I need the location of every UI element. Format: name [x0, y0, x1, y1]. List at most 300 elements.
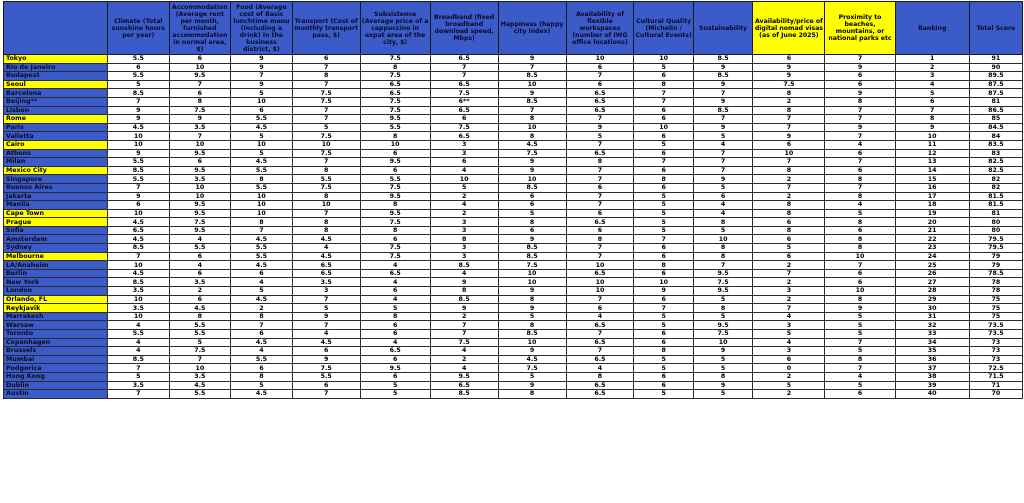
cultural-quality-cell: 5	[634, 218, 693, 227]
ranking-cell: 3	[895, 72, 969, 81]
accommodation-cell: 2	[169, 287, 231, 296]
climate-cell: 10	[108, 209, 170, 218]
cultural-quality-cell: 6	[634, 183, 693, 192]
broadband-cell: 3	[430, 149, 498, 158]
sustainability-cell: 9	[693, 97, 752, 106]
nomad-visa-cell: 10	[753, 149, 825, 158]
total-score-cell: 75	[969, 312, 1022, 321]
cultural-quality-cell: 8	[634, 347, 693, 356]
total-score-cell: 79.5	[969, 235, 1022, 244]
food-cell: 6	[231, 364, 293, 373]
food-cell: 6	[231, 269, 293, 278]
happiness-cell: 8	[498, 295, 566, 304]
subsistence-cell: 6	[360, 287, 430, 296]
proximity-cell: 6	[825, 390, 895, 399]
sustainability-cell: 5	[693, 364, 752, 373]
city-name-cell: London	[4, 287, 108, 296]
table-row	[4, 226, 1023, 235]
table-row	[4, 209, 1023, 218]
nomad-visa-header: Availability/price of digital nomad visas (as of June 2025)	[753, 2, 825, 55]
climate-cell: 3.5	[108, 304, 170, 313]
accommodation-cell: 9.5	[169, 72, 231, 81]
food-cell: 9	[231, 55, 293, 64]
cultural-quality-cell: 8	[634, 175, 693, 184]
broadband-cell: 8.5	[430, 261, 498, 270]
total-score-cell: 86.5	[969, 106, 1022, 115]
workspaces-cell: 7	[566, 330, 634, 339]
nomad-visa-cell: 8	[753, 201, 825, 210]
sustainability-cell: 5	[693, 390, 752, 399]
climate-cell: 7	[108, 183, 170, 192]
subsistence-header: Subsistence (Average price of a cappuccino in expat area of the city, $)	[360, 2, 430, 55]
transport-cell: 5	[292, 304, 360, 313]
total-score-cell: 80	[969, 218, 1022, 227]
happiness-cell: 7	[498, 63, 566, 72]
city-name-cell: New York	[4, 278, 108, 287]
sustainability-cell: 8	[693, 252, 752, 261]
proximity-cell: 10	[825, 252, 895, 261]
table-row	[4, 372, 1023, 381]
ranking-cell: 2	[895, 63, 969, 72]
transport-cell: 4.5	[292, 235, 360, 244]
workspaces-cell: 4	[566, 364, 634, 373]
cultural-quality-cell: 6	[634, 372, 693, 381]
nomad-visa-cell: 5	[753, 244, 825, 253]
city-name-cell: Orlando, FL	[4, 295, 108, 304]
total-score-cell: 83	[969, 149, 1022, 158]
food-cell: 2	[231, 304, 293, 313]
happiness-cell: 8	[498, 321, 566, 330]
nomad-visa-cell: 7	[753, 304, 825, 313]
cultural-quality-cell: 5	[634, 355, 693, 364]
broadband-cell: 3	[430, 218, 498, 227]
climate-cell: 5.5	[108, 158, 170, 167]
happiness-cell: 7.5	[498, 149, 566, 158]
subsistence-cell: 5	[360, 304, 430, 313]
accommodation-cell: 9.5	[169, 166, 231, 175]
food-cell: 5.5	[231, 115, 293, 124]
broadband-cell: 7	[430, 330, 498, 339]
happiness-cell: 5	[498, 312, 566, 321]
climate-cell: 10	[108, 312, 170, 321]
table-row	[4, 252, 1023, 261]
broadband-cell: 4	[430, 166, 498, 175]
proximity-cell: 7	[825, 183, 895, 192]
climate-cell: 5.5	[108, 330, 170, 339]
subsistence-cell: 8	[360, 63, 430, 72]
happiness-cell: 8	[498, 390, 566, 399]
nomad-visa-cell: 2	[753, 372, 825, 381]
city-name-cell: Mumbai	[4, 355, 108, 364]
sustainability-cell: 9	[693, 381, 752, 390]
sustainability-cell: 7	[693, 261, 752, 270]
climate-cell: 8.5	[108, 89, 170, 98]
happiness-cell: 8.5	[498, 97, 566, 106]
table-row	[4, 55, 1023, 64]
city-ranking-table	[3, 1, 1023, 399]
subsistence-cell: 8	[360, 312, 430, 321]
total-score-cell: 71	[969, 381, 1022, 390]
climate-cell: 10	[108, 132, 170, 141]
city-name-cell: Rome	[4, 115, 108, 124]
ranking-cell: 4	[895, 80, 969, 89]
cultural-quality-cell: 8	[634, 261, 693, 270]
food-cell: 5	[231, 89, 293, 98]
nomad-visa-cell: 2	[753, 261, 825, 270]
nomad-visa-cell: 8	[753, 106, 825, 115]
transport-cell: 7	[292, 209, 360, 218]
proximity-cell: 8	[825, 218, 895, 227]
table-row	[4, 63, 1023, 72]
accommodation-cell: 3.5	[169, 123, 231, 132]
accommodation-cell: 3.5	[169, 175, 231, 184]
subsistence-cell: 5.5	[360, 175, 430, 184]
ranking-cell: 30	[895, 304, 969, 313]
accommodation-cell: 8	[169, 97, 231, 106]
workspaces-cell: 7	[566, 175, 634, 184]
subsistence-cell: 6	[360, 149, 430, 158]
transport-cell: 4.5	[292, 338, 360, 347]
subsistence-cell: 6.5	[360, 269, 430, 278]
ranking-cell: 5	[895, 89, 969, 98]
proximity-cell: 8	[825, 192, 895, 201]
accommodation-cell: 9.5	[169, 209, 231, 218]
city-name-cell: Singapore	[4, 175, 108, 184]
happiness-cell: 9	[498, 89, 566, 98]
workspaces-cell: 6.5	[566, 97, 634, 106]
transport-cell: 9	[292, 355, 360, 364]
workspaces-cell: 10	[566, 55, 634, 64]
workspaces-cell: 9	[566, 123, 634, 132]
subsistence-cell: 8	[360, 132, 430, 141]
food-cell: 4.5	[231, 123, 293, 132]
nomad-visa-cell: 6	[753, 235, 825, 244]
food-cell: 4.5	[231, 295, 293, 304]
climate-cell: 9	[108, 106, 170, 115]
climate-cell: 5.5	[108, 55, 170, 64]
nomad-visa-cell: 7	[753, 183, 825, 192]
workspaces-cell: 6.5	[566, 355, 634, 364]
transport-cell: 6.5	[292, 269, 360, 278]
subsistence-cell: 7.5	[360, 244, 430, 253]
total-score-cell: 87.5	[969, 89, 1022, 98]
climate-cell: 6.5	[108, 226, 170, 235]
transport-cell: 7	[292, 295, 360, 304]
climate-cell: 6	[108, 201, 170, 210]
ranking-cell: 8	[895, 115, 969, 124]
cultural-quality-cell: 5	[634, 312, 693, 321]
table-row	[4, 80, 1023, 89]
broadband-cell: 4	[430, 364, 498, 373]
food-cell: 7	[231, 72, 293, 81]
transport-cell: 7	[292, 158, 360, 167]
table-row	[4, 269, 1023, 278]
nomad-visa-cell: 6	[753, 218, 825, 227]
total-score-cell: 87.5	[969, 80, 1022, 89]
city-name-cell: Austin	[4, 390, 108, 399]
city-name-cell: Copenhagen	[4, 338, 108, 347]
cultural-quality-cell: 5	[634, 390, 693, 399]
total-score-cell: 82.5	[969, 158, 1022, 167]
cultural-quality-cell: 6	[634, 244, 693, 253]
city-name-cell: Mexico City	[4, 166, 108, 175]
ranking-cell: 37	[895, 364, 969, 373]
proximity-cell: 7	[825, 338, 895, 347]
city-name-cell: Seoul	[4, 80, 108, 89]
broadband-cell: 7.5	[430, 89, 498, 98]
accommodation-cell: 10	[169, 192, 231, 201]
cultural-quality-cell: 6	[634, 166, 693, 175]
subsistence-cell: 6	[360, 166, 430, 175]
broadband-header: Broadband (fixed broadband download speed, Mbps)	[430, 2, 498, 55]
table-row	[4, 278, 1023, 287]
transport-cell: 7	[292, 106, 360, 115]
workspaces-cell: 7	[566, 252, 634, 261]
transport-cell: 6	[292, 55, 360, 64]
city-name-cell: Podgorica	[4, 364, 108, 373]
subsistence-cell: 10	[360, 140, 430, 149]
transport-header: Transport (Cost of monthly transport pass, $)	[292, 2, 360, 55]
food-cell: 5.5	[231, 244, 293, 253]
food-cell: 8	[231, 218, 293, 227]
proximity-cell: 5	[825, 381, 895, 390]
workspaces-cell: 5	[566, 132, 634, 141]
accommodation-cell: 7	[169, 80, 231, 89]
cultural-quality-cell: 6	[634, 269, 693, 278]
subsistence-cell: 7.5	[360, 183, 430, 192]
proximity-cell: 8	[825, 175, 895, 184]
climate-cell: 10	[108, 295, 170, 304]
food-cell: 8	[231, 372, 293, 381]
cultural-quality-cell: 6	[634, 149, 693, 158]
cultural-quality-cell: 5	[634, 226, 693, 235]
total-score-cell: 71.5	[969, 372, 1022, 381]
city-header	[4, 2, 108, 55]
workspaces-cell: 8	[566, 235, 634, 244]
climate-cell: 4.5	[108, 235, 170, 244]
ranking-cell: 35	[895, 347, 969, 356]
table-row	[4, 123, 1023, 132]
transport-cell: 5.5	[292, 372, 360, 381]
city-name-cell: Budapest	[4, 72, 108, 81]
subsistence-cell: 8	[360, 226, 430, 235]
cultural-quality-cell: 6	[634, 381, 693, 390]
proximity-cell: 7	[825, 55, 895, 64]
accommodation-cell: 6	[169, 89, 231, 98]
transport-cell: 8	[292, 226, 360, 235]
cultural-quality-cell: 6	[634, 115, 693, 124]
cultural-quality-cell: 5	[634, 63, 693, 72]
transport-cell: 3.5	[292, 278, 360, 287]
workspaces-header: Availability of flexible workspaces (number of IWG office locations)	[566, 2, 634, 55]
food-cell: 5.5	[231, 183, 293, 192]
accommodation-cell: 5.5	[169, 321, 231, 330]
food-cell: 10	[231, 209, 293, 218]
workspaces-cell: 6.5	[566, 269, 634, 278]
workspaces-cell: 6.5	[566, 390, 634, 399]
total-score-cell: 72.5	[969, 364, 1022, 373]
happiness-cell: 8.5	[498, 252, 566, 261]
nomad-visa-cell: 8	[753, 89, 825, 98]
table-row	[4, 338, 1023, 347]
broadband-cell: 7	[430, 321, 498, 330]
proximity-cell: 6	[825, 166, 895, 175]
transport-cell: 8	[292, 166, 360, 175]
city-name-cell: Sofia	[4, 226, 108, 235]
table-row	[4, 106, 1023, 115]
food-cell: 4	[231, 347, 293, 356]
accommodation-cell: 7	[169, 355, 231, 364]
transport-cell: 4.5	[292, 252, 360, 261]
transport-cell: 7	[292, 115, 360, 124]
proximity-cell: 7	[825, 158, 895, 167]
cultural-quality-cell: 9	[634, 287, 693, 296]
ranking-cell: 19	[895, 209, 969, 218]
happiness-cell: 8.5	[498, 72, 566, 81]
cultural-quality-cell: 6	[634, 330, 693, 339]
workspaces-cell: 6.5	[566, 106, 634, 115]
workspaces-cell: 7	[566, 140, 634, 149]
sustainability-cell: 8.5	[693, 55, 752, 64]
broadband-cell: 10	[430, 175, 498, 184]
city-name-cell: Manila	[4, 201, 108, 210]
table-row	[4, 97, 1023, 106]
proximity-cell: 6	[825, 72, 895, 81]
total-score-cell: 82.5	[969, 166, 1022, 175]
food-cell: 4	[231, 278, 293, 287]
accommodation-cell: 3.5	[169, 372, 231, 381]
accommodation-cell: 5.5	[169, 330, 231, 339]
total-score-cell: 79	[969, 261, 1022, 270]
nomad-visa-cell: 4	[753, 312, 825, 321]
broadband-cell: 6	[430, 115, 498, 124]
workspaces-cell: 4	[566, 312, 634, 321]
sustainability-cell: 9	[693, 175, 752, 184]
food-cell: 4.5	[231, 158, 293, 167]
total-score-cell: 75	[969, 304, 1022, 313]
city-name-cell: Jakarta	[4, 192, 108, 201]
climate-header: Climate (Total sunshine hours per year)	[108, 2, 170, 55]
workspaces-cell: 6.5	[566, 89, 634, 98]
ranking-cell: 17	[895, 192, 969, 201]
transport-cell: 7	[292, 390, 360, 399]
ranking-cell: 29	[895, 295, 969, 304]
happiness-cell: 7	[498, 106, 566, 115]
proximity-cell: 4	[825, 140, 895, 149]
accommodation-cell: 6	[169, 55, 231, 64]
accommodation-cell: 7	[169, 132, 231, 141]
proximity-cell: 5	[825, 312, 895, 321]
proximity-cell: 9	[825, 63, 895, 72]
total-score-cell: 78	[969, 287, 1022, 296]
table-row	[4, 304, 1023, 313]
subsistence-cell: 6	[360, 355, 430, 364]
broadband-cell: 5	[430, 183, 498, 192]
city-name-cell: Cape Town	[4, 209, 108, 218]
city-name-cell: Tokyo	[4, 55, 108, 64]
food-cell: 10	[231, 192, 293, 201]
proximity-cell: 7	[825, 132, 895, 141]
table-row	[4, 201, 1023, 210]
accommodation-cell: 5.5	[169, 390, 231, 399]
ranking-cell: 1	[895, 55, 969, 64]
climate-cell: 6	[108, 63, 170, 72]
cultural-quality-cell: 10	[634, 278, 693, 287]
sustainability-cell: 9.5	[693, 287, 752, 296]
workspaces-cell: 10	[566, 287, 634, 296]
happiness-cell: 7.5	[498, 364, 566, 373]
happiness-cell: 7.5	[498, 261, 566, 270]
broadband-cell: 8.5	[430, 390, 498, 399]
accommodation-cell: 9.5	[169, 149, 231, 158]
food-cell: 4.5	[231, 261, 293, 270]
food-cell: 9	[231, 63, 293, 72]
nomad-visa-cell: 7	[753, 269, 825, 278]
cultural-quality-cell: 5	[634, 140, 693, 149]
happiness-cell: 8	[498, 218, 566, 227]
nomad-visa-cell: 6	[753, 140, 825, 149]
climate-cell: 10	[108, 140, 170, 149]
sustainability-cell: 9	[693, 123, 752, 132]
broadband-cell: 7	[430, 72, 498, 81]
nomad-visa-cell: 6	[753, 355, 825, 364]
accommodation-cell: 4.5	[169, 304, 231, 313]
nomad-visa-cell: 6	[753, 252, 825, 261]
ranking-cell: 13	[895, 158, 969, 167]
sustainability-cell: 5	[693, 132, 752, 141]
food-header: Food (Average cost of Basic lunchtime menu (including a drink) in the business district, $)	[231, 2, 293, 55]
food-cell: 10	[231, 201, 293, 210]
accommodation-cell: 4	[169, 235, 231, 244]
food-cell: 8	[231, 175, 293, 184]
table-row	[4, 183, 1023, 192]
nomad-visa-cell: 9	[753, 132, 825, 141]
happiness-cell: 4.5	[498, 355, 566, 364]
broadband-cell: 9	[430, 304, 498, 313]
city-name-cell: Beijing**	[4, 97, 108, 106]
sustainability-cell: 5	[693, 355, 752, 364]
sustainability-cell: 5	[693, 226, 752, 235]
subsistence-cell: 7.5	[360, 106, 430, 115]
accommodation-cell: 4	[169, 261, 231, 270]
ranking-cell: 24	[895, 252, 969, 261]
ranking-cell: 15	[895, 175, 969, 184]
workspaces-cell: 8	[566, 158, 634, 167]
climate-cell: 4	[108, 347, 170, 356]
table-row	[4, 218, 1023, 227]
sustainability-cell: 7	[693, 115, 752, 124]
total-score-cell: 89.5	[969, 72, 1022, 81]
table-row	[4, 312, 1023, 321]
transport-cell: 5	[292, 123, 360, 132]
nomad-visa-cell: 5	[753, 330, 825, 339]
ranking-cell: 23	[895, 244, 969, 253]
subsistence-cell: 4	[360, 261, 430, 270]
accommodation-cell: 8	[169, 312, 231, 321]
happiness-cell: 9	[498, 304, 566, 313]
cultural-quality-cell: 10	[634, 123, 693, 132]
city-name-cell: Paris	[4, 123, 108, 132]
workspaces-cell: 8	[566, 372, 634, 381]
table-row	[4, 364, 1023, 373]
cultural-quality-cell: 5	[634, 209, 693, 218]
nomad-visa-cell: 3	[753, 347, 825, 356]
accommodation-cell: 5	[169, 338, 231, 347]
transport-cell: 4	[292, 244, 360, 253]
broadband-cell: 2	[430, 312, 498, 321]
sustainability-cell: 4	[693, 140, 752, 149]
ranking-cell: 25	[895, 261, 969, 270]
